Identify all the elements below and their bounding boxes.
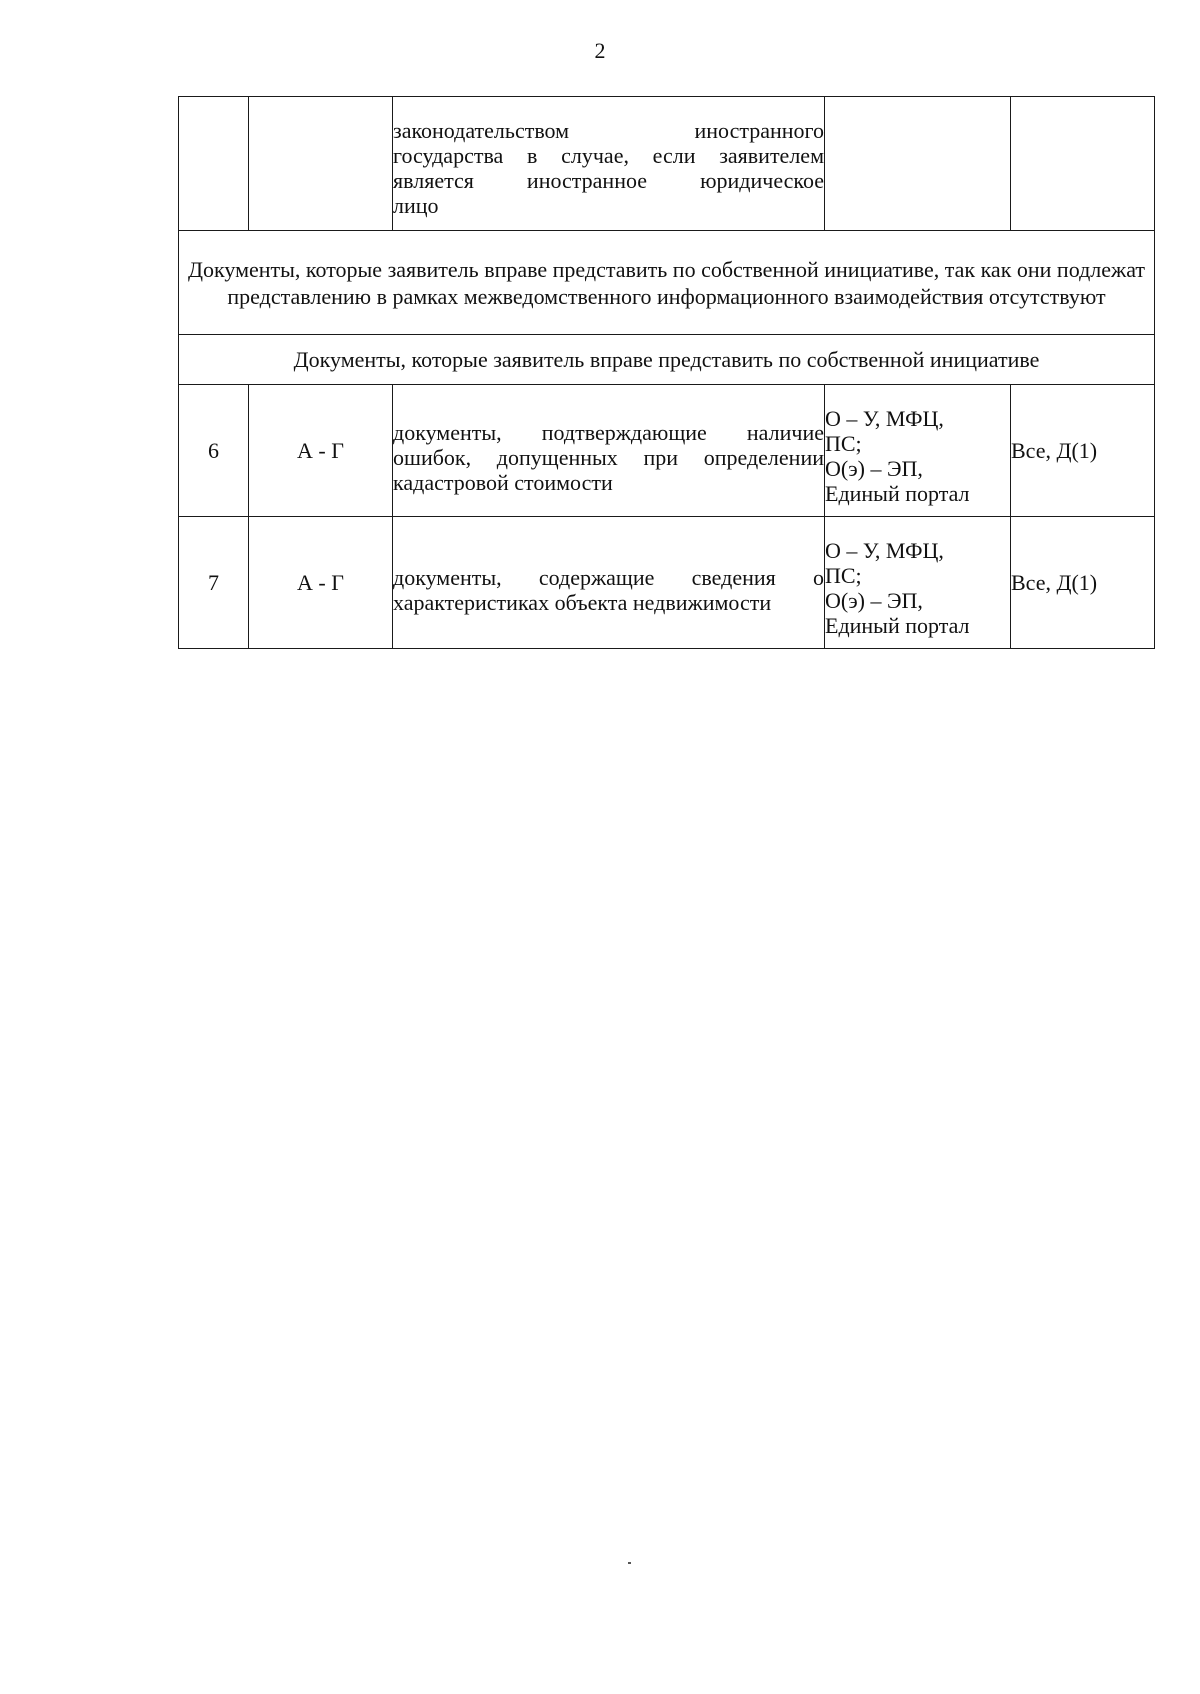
submission-way-line: Единый портал: [825, 612, 970, 638]
submission-way-line: ПС;: [825, 562, 862, 588]
cell-category: А - Г: [249, 517, 393, 649]
description-line: государства в случае, если заявителем: [393, 142, 824, 168]
table-row-continuation: [179, 97, 1155, 231]
cell-description: документы, содержащие сведения о характеристиках объекта недвижимости: [393, 517, 825, 649]
cell-applicants: Все, Д(1): [1011, 517, 1155, 649]
section-heading-interagency: Документы, которые заявитель вправе представить по собственной инициативе, так как они подлежат представлению в рамках межведомственного информационного взаимодействия отсутствуют: [179, 231, 1155, 335]
cell-number: 6: [179, 385, 249, 517]
cell-submission-way: [825, 385, 1011, 517]
table-row: [179, 385, 1155, 517]
table-row: [179, 517, 1155, 649]
submission-way-line: О – У, МФЦ,: [825, 405, 944, 431]
cell-applicants: Все, Д(1): [1011, 385, 1155, 517]
scan-artifact-dot: [628, 1562, 631, 1564]
description-line: лицо: [393, 192, 439, 218]
submission-way-line: Единый портал: [825, 480, 970, 506]
cell-description: документы, подтверждающие наличие ошибок, допущенных при определении кадастровой стоимости: [393, 385, 825, 517]
section-row-own-initiative: [179, 335, 1155, 385]
cell-number: [179, 97, 249, 231]
submission-way-line: О – У, МФЦ,: [825, 537, 944, 563]
cell-number: 7: [179, 517, 249, 649]
cell-description: [393, 97, 825, 231]
cell-submission-way: [825, 517, 1011, 649]
submission-way-line: ПС;: [825, 430, 862, 456]
cell-category: [249, 97, 393, 231]
description-line: является иностранное юридическое: [393, 167, 824, 193]
section-row-interagency: [179, 231, 1155, 335]
cell-category: А - Г: [249, 385, 393, 517]
submission-way-line: О(э) – ЭП,: [825, 455, 923, 481]
section-heading-own-initiative: Документы, которые заявитель вправе представить по собственной инициативе: [179, 335, 1155, 385]
description-line: законодательством иностранного: [393, 117, 824, 143]
documents-table: [178, 96, 1155, 649]
cell-submission-way: [825, 97, 1011, 231]
submission-way-line: О(э) – ЭП,: [825, 587, 923, 613]
cell-applicants: [1011, 97, 1155, 231]
page-number: 2: [594, 38, 606, 63]
